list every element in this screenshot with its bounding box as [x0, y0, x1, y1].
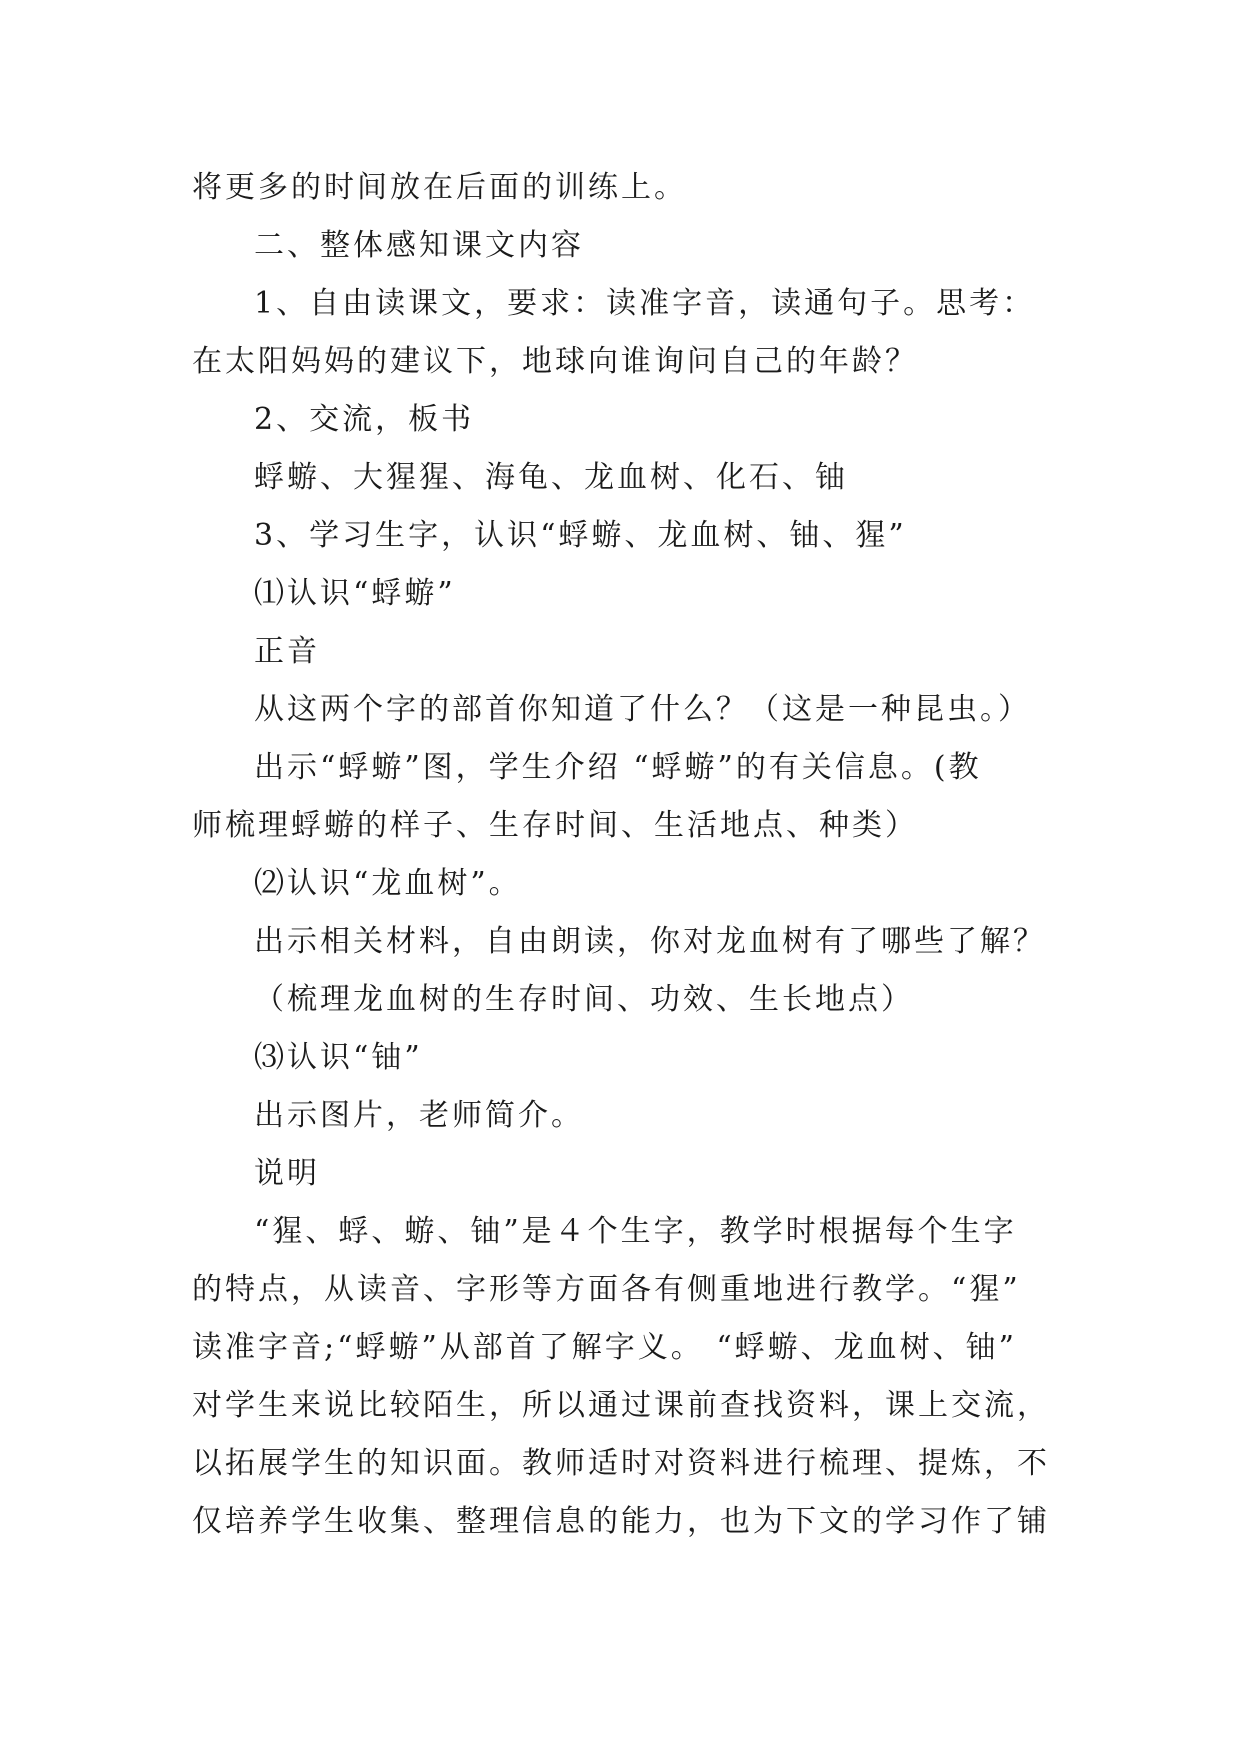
text-line: 读准字音;“蜉蝣”从部首了解字义。 “蜉蝣、龙血树、铀” — [192, 1330, 1017, 1365]
text-line: 出示“蜉蝣”图，学生介绍 “蜉蝣”的有关信息。(教 — [254, 750, 982, 785]
text-line: 的特点，从读音、字形等方面各有侧重地进行教学。“猩” — [192, 1272, 1021, 1307]
text-line: 对学生来说比较陌生，所以通过课前查找资料，课上交流， — [192, 1388, 1050, 1423]
text-line: 从这两个字的部首你知道了什么？（这是一种昆虫。） — [254, 692, 1031, 727]
text-line: 出示相关材料，自由朗读，你对龙血树有了哪些了解？ — [254, 924, 1046, 959]
text-line: “猩、蜉、蝣、铀”是４个生字，教学时根据每个生字 — [254, 1214, 1017, 1249]
text-line: 师梳理蜉蝣的样子、生存时间、生活地点、种类） — [192, 808, 918, 843]
text-line: 以拓展学生的知识面。教师适时对资料进行梳理、提炼，不 — [192, 1446, 1050, 1481]
text-line: 2、交流，板书 — [254, 402, 475, 437]
text-line: ⑵认识“龙血树”。 — [254, 866, 522, 901]
text-line: 将更多的时间放在后面的训练上。 — [192, 170, 687, 205]
text-line: 说明 — [254, 1156, 320, 1191]
text-line: 1、自由读课文，要求：读准字音，读通句子。思考： — [254, 286, 1036, 321]
text-line: 正音 — [254, 634, 320, 669]
text-line: 蜉蝣、大猩猩、海龟、龙血树、化石、铀 — [254, 460, 848, 495]
text-line: （梳理龙血树的生存时间、功效、生长地点） — [254, 982, 914, 1017]
text-line: 出示图片，老师简介。 — [254, 1098, 584, 1133]
section-heading: 二、整体感知课文内容 — [254, 228, 584, 263]
text-line: ⑴认识“蜉蝣” — [254, 576, 456, 611]
text-line: ⑶认识“铀” — [254, 1040, 423, 1075]
text-line: 仅培养学生收集、整理信息的能力，也为下文的学习作了铺 — [192, 1504, 1050, 1539]
text-line: 3、学习生字，认识“蜉蝣、龙血树、铀、猩” — [254, 518, 907, 553]
text-line: 在太阳妈妈的建议下，地球向谁询问自己的年龄？ — [192, 344, 918, 379]
